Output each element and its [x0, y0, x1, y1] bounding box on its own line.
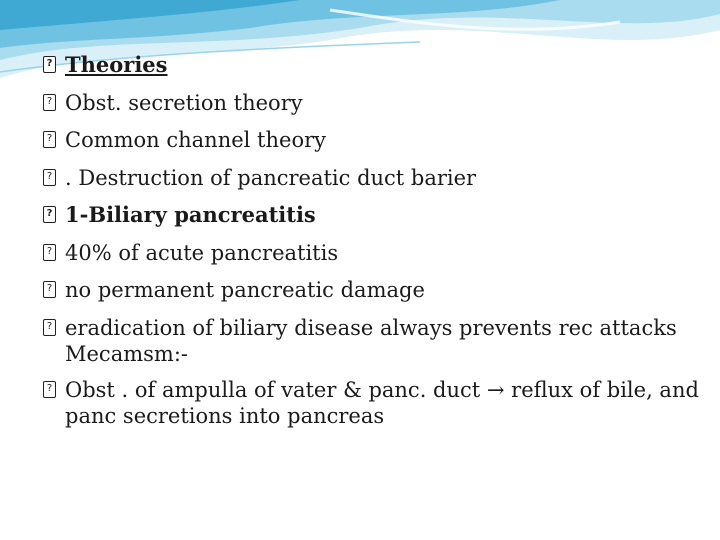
bullet-icon: ? — [43, 169, 56, 186]
list-item — [43, 52, 703, 78]
list-item — [43, 240, 703, 266]
list-item — [43, 90, 703, 116]
bullet-icon: ? — [43, 281, 56, 298]
bullet-icon: ? — [43, 131, 56, 148]
list-item — [43, 127, 703, 153]
bullet-icon: ? — [43, 206, 56, 223]
bullet-icon: ? — [43, 319, 56, 336]
list-item-text: no permanent pancreatic damage — [65, 278, 425, 302]
list-item — [43, 315, 703, 367]
bullet-icon: ? — [43, 56, 56, 73]
bullet-icon: ? — [43, 94, 56, 111]
list-item-text: Theories — [65, 52, 168, 77]
list-item-text: 1-Biliary pancreatitis — [65, 202, 316, 227]
list-item-text: . Destruction of pancreatic duct barier — [65, 165, 477, 190]
list-item-text: 40% of acute pancreatitis — [65, 240, 339, 265]
bullet-icon: ? — [43, 381, 56, 398]
list-item-text: Common channel theory — [65, 128, 326, 152]
list-item — [43, 277, 703, 303]
list-item-text: Obst . of ampulla of vater & panc. duct → reflux of bile, and panc secretions into pancreas — [65, 377, 699, 428]
list-item — [43, 165, 703, 191]
bullet-icon: ? — [43, 244, 56, 261]
list-item — [43, 202, 703, 228]
list-item-text: Obst. secretion theory — [65, 90, 303, 115]
slide-content — [43, 52, 703, 439]
list-item — [43, 377, 703, 429]
list-item-text: eradication of biliary disease always prevents rec attacks Mecamsm:- — [65, 315, 677, 366]
